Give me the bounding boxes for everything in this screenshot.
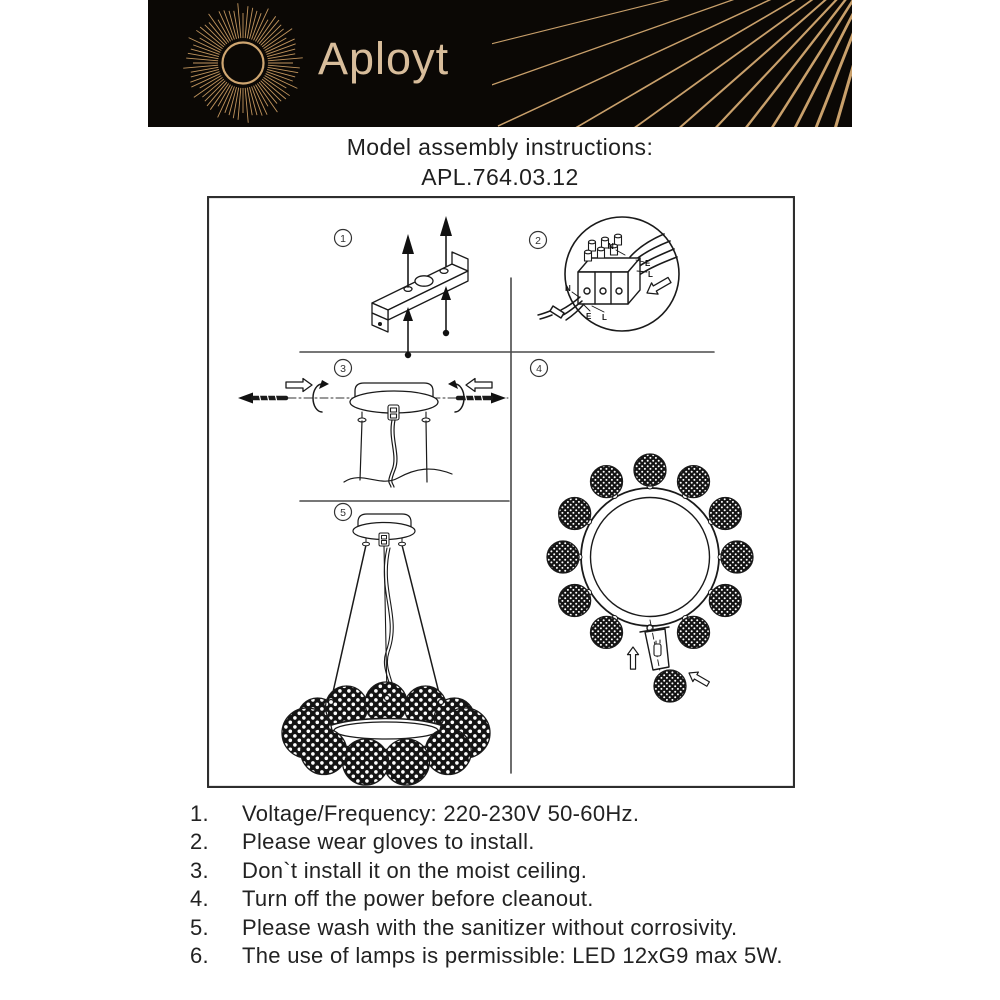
step-1-label: 1 [340, 233, 346, 245]
item-text: Voltage/Frequency: 220-230V 50-60Hz. [242, 801, 640, 826]
chandelier-diagram [282, 514, 490, 785]
item-number: 2. [190, 829, 209, 855]
crystal-ball [591, 616, 623, 648]
instruction-item [190, 943, 890, 971]
item-number: 3. [190, 857, 209, 883]
crystal-ball [709, 498, 741, 530]
item-text: Turn off the power before cleanout. [242, 886, 594, 912]
crystal-ball [591, 466, 623, 498]
brand-logotype: Aployt [318, 33, 450, 84]
crystal-ball [678, 616, 710, 648]
item-text: Don`t install it on the moist ceiling. [242, 857, 588, 883]
wire-label-n-out: N [565, 284, 571, 293]
ring-top-view-diagram [547, 454, 753, 702]
assembly-diagram [207, 196, 795, 788]
item-text: Please wash with the sanitizer without corrosivity. [242, 914, 738, 940]
item-number: 1. [190, 801, 209, 826]
step-4-label: 4 [536, 363, 542, 375]
page-title: Model assembly instructions: [346, 134, 654, 160]
crystal-ball [654, 670, 686, 702]
item-number: 4. [190, 886, 209, 912]
step-3-label: 3 [340, 363, 346, 375]
crystal-ball [559, 498, 591, 530]
brand-banner [148, 0, 852, 127]
wire-label-l-out: L [602, 313, 607, 322]
item-text: Please wear gloves to install. [242, 829, 535, 855]
crystal-ball [709, 585, 741, 617]
crystal-ball [634, 454, 666, 486]
model-number: APL.764.03.12 [421, 164, 579, 190]
crystal-ball [678, 466, 710, 498]
crystal-ball [343, 739, 389, 785]
insert-diagonal-arrow-icon [686, 668, 711, 689]
crystal-ball [301, 728, 347, 774]
push-arrow-icon [466, 379, 492, 392]
step-5-label: 5 [340, 507, 346, 519]
wire-label-e-out: E [586, 312, 592, 321]
wire-label-e-in: E [645, 259, 651, 268]
push-arrow-icon [286, 379, 312, 392]
item-text: The use of lamps is permissible: LED 12xG9 max 5W. [242, 942, 783, 968]
instruction-item [190, 801, 890, 829]
instruction-item [190, 858, 890, 886]
crystal-ball [559, 585, 591, 617]
wiring-terminal-diagram [538, 217, 679, 331]
crystal-ball [547, 541, 579, 573]
step-2-label: 2 [535, 235, 541, 247]
instruction-item [190, 915, 890, 943]
mounting-bracket-diagram [372, 216, 468, 358]
crystal-ball [383, 739, 429, 785]
item-number: 5. [190, 914, 209, 940]
wire-label-n-in: N [608, 242, 614, 251]
item-number: 6. [190, 942, 209, 968]
instruction-item [190, 829, 890, 857]
wire-label-l-in: L [648, 270, 653, 279]
instruction-item [190, 886, 890, 914]
crystal-ball [721, 541, 753, 573]
fan-rays-icon [492, 0, 852, 127]
crystal-ball [425, 728, 471, 774]
canopy-mounting-diagram [238, 379, 508, 488]
instruction-list [190, 801, 890, 971]
insert-up-arrow-icon [627, 647, 638, 669]
